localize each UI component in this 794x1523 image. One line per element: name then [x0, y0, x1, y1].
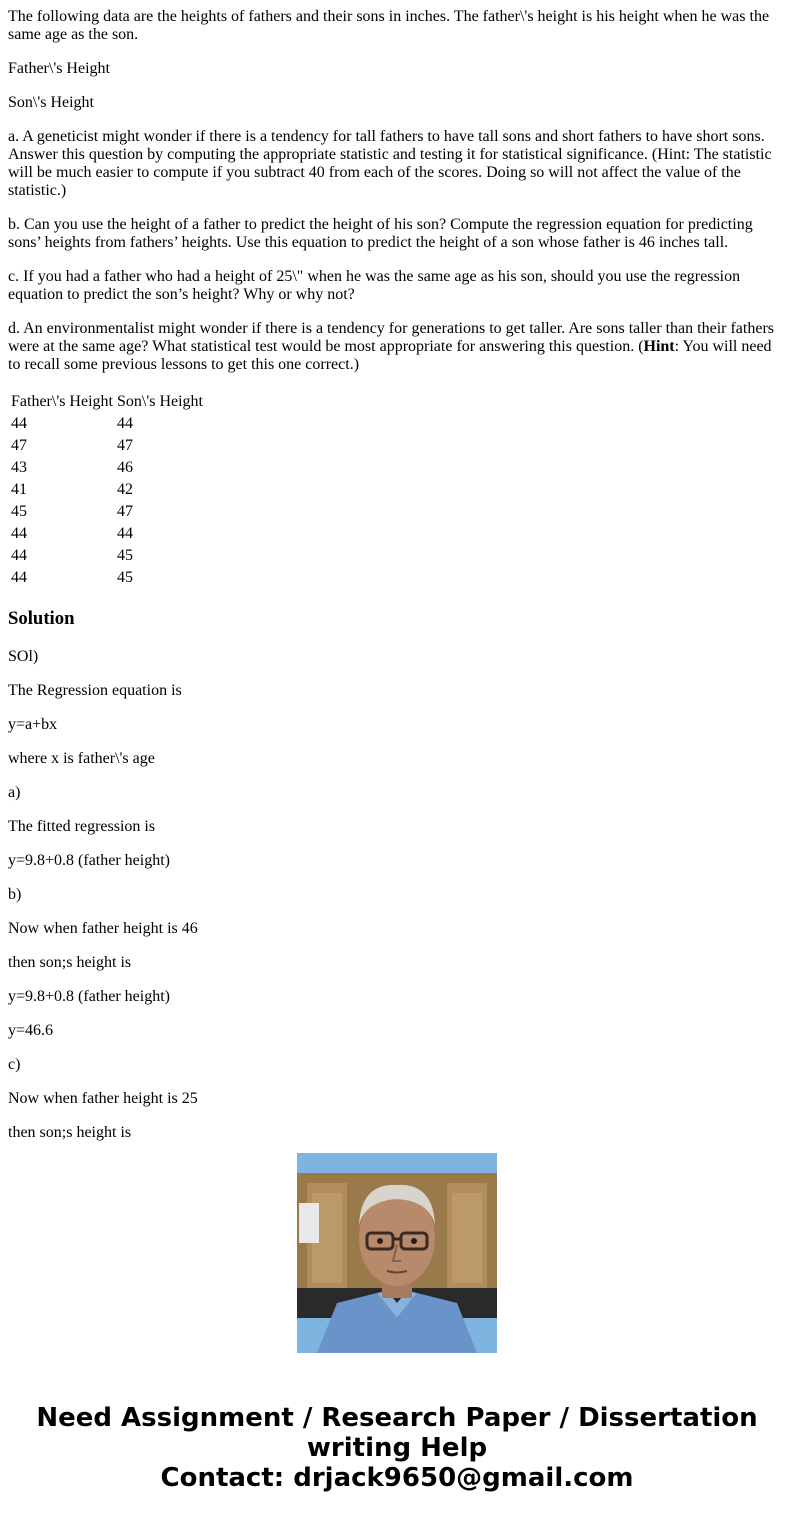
author-avatar — [297, 1153, 497, 1353]
solution-line: b) — [8, 886, 22, 903]
part-d-text-end: : You will need to recall some previous lessons to get this one correct.) — [8, 338, 772, 373]
solution-line: y=9.8+0.8 (father height) — [8, 988, 170, 1005]
solution-line: y=9.8+0.8 (father height) — [8, 852, 170, 869]
table-row — [10, 480, 204, 500]
table-row — [10, 502, 204, 522]
father-height-cell: 41 — [11, 481, 27, 498]
solution-heading: Solution — [8, 608, 75, 629]
father-height-cell: 45 — [11, 503, 27, 520]
solution-line: a) — [8, 784, 21, 801]
table-header-row — [10, 392, 204, 412]
son-height-cell: 45 — [116, 569, 133, 586]
part-d-text: d. An environmentalist might wonder if there is a tendency for generations to get taller. Are sons taller than their fathers were at the same age? What statistical test would be most appropriate for answering this question. ( — [8, 320, 774, 355]
father-height-cell: 44 — [11, 547, 27, 564]
table-row — [10, 568, 204, 588]
table-row — [10, 546, 204, 566]
label-father-height: Father\'s Height — [8, 60, 110, 77]
solution-line: y=46.6 — [8, 1022, 54, 1039]
son-height-cell: 42 — [116, 481, 133, 498]
solution-line: The fitted regression is — [8, 818, 156, 835]
banner-line-2: writing Help — [306, 1433, 488, 1463]
solution-line: The Regression equation is — [8, 682, 182, 699]
father-height-cell: 47 — [11, 437, 27, 454]
column-header-son: Son\'s Height — [116, 393, 203, 410]
banner-line-1: Need Assignment / Research Paper / Dissertation — [36, 1403, 758, 1433]
solution-line: Now when father height is 46 — [8, 920, 198, 937]
son-height-cell: 44 — [116, 415, 133, 432]
table-row — [10, 436, 204, 456]
table-row — [10, 524, 204, 544]
question-part-c: c. If you had a father who had a height of 25\" when he was the same age as his son, should you use the regression equation to predict the son’s height? Why or why not? — [8, 268, 741, 303]
solution-line: c) — [8, 1056, 21, 1073]
son-height-cell: 47 — [116, 503, 133, 520]
height-data-table — [8, 390, 206, 590]
document-content — [8, 0, 784, 1141]
solution-line: then son;s height is — [8, 1124, 132, 1141]
table-row — [10, 458, 204, 478]
column-header-father: Father\'s Height — [11, 393, 113, 410]
label-son-height: Son\'s Height — [8, 94, 94, 111]
table-row — [10, 414, 204, 434]
question-intro: The following data are the heights of fathers and their sons in inches. The father\'s height is his height when he was the same age as the son. — [8, 8, 770, 43]
son-height-cell: 45 — [116, 547, 133, 564]
banner-contact-line: Contact: drjack9650@gmail.com — [160, 1463, 634, 1493]
solution-line: y=a+bx — [8, 716, 58, 733]
question-part-d — [8, 320, 784, 374]
father-height-cell: 44 — [11, 415, 27, 432]
question-part-a: a. A geneticist might wonder if there is a tendency for tall fathers to have tall sons and short fathers to have short sons. Answer this question by computing the appropriate statistic and testing it for statistical significance. (Hint: The statistic will be much easier to compute if you subtract 40 from each of the scores. Doing so will not affect the value of the statistic.) — [8, 128, 772, 199]
part-d-hint: Hint — [643, 338, 675, 355]
father-height-cell: 44 — [11, 569, 27, 586]
solution-line: then son;s height is — [8, 954, 132, 971]
son-height-cell: 47 — [116, 437, 133, 454]
author-photo — [297, 1153, 497, 1353]
son-height-cell: 44 — [116, 525, 133, 542]
son-height-cell: 46 — [116, 459, 133, 476]
father-height-cell: 43 — [11, 459, 27, 476]
solution-line: where x is father\'s age — [8, 750, 155, 767]
question-part-b: b. Can you use the height of a father to predict the height of his son? Compute the regression equation for predicting sons’ heights from fathers’ heights. Use this equation to predict the height of a son whose father is 46 inches tall. — [8, 216, 753, 251]
solution-line: SOl) — [8, 648, 39, 665]
solution-line: Now when father height is 25 — [8, 1090, 198, 1107]
father-height-cell: 44 — [11, 525, 27, 542]
contact-banner — [0, 1403, 794, 1493]
